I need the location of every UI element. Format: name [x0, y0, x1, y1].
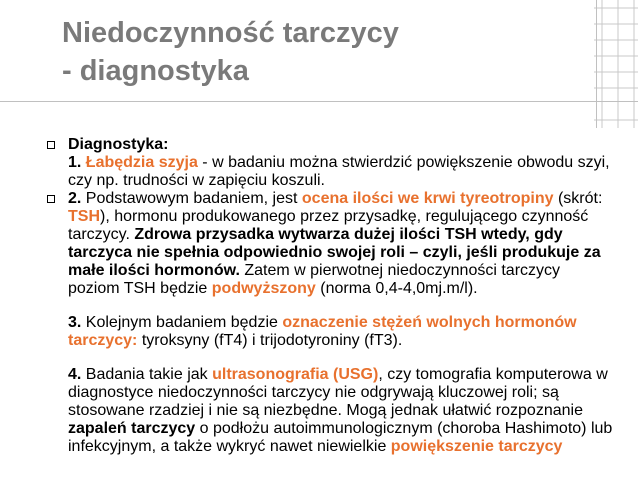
vertical-divider — [596, 0, 597, 128]
title-line-1: Niedoczynność tarczycy — [62, 17, 399, 49]
item-text: ), hormonu produkowanego przez przysadkę, regulującego czynność tarczycy. — [68, 208, 589, 243]
hollow-square-bullet-icon — [47, 195, 55, 203]
highlight-term: ultrasonografia (USG) — [212, 366, 379, 383]
item-number: 4. — [68, 366, 82, 383]
item-number: 2. — [68, 190, 82, 207]
item-heading: Diagnostyka: — [68, 136, 169, 153]
hollow-square-bullet-icon — [47, 141, 55, 149]
item-text: (norma 0,4-4,0mj.m/l). — [315, 280, 478, 297]
highlight-term: oznaczenie stężeń wolnych hormonów tarczycy: — [68, 314, 577, 349]
item-text: - w badaniu można stwierdzić powiększenie obwodu szyi, czy np. trudności w zapięciu koszuli. — [68, 154, 610, 189]
item-text: Podstawowym badaniem, jest — [81, 190, 302, 207]
item-text: tyroksyny (fT4) i trijodotyroniny (fT3). — [137, 332, 403, 349]
item-text: Badania takie jak — [81, 366, 213, 383]
bold-text: Zdrowa przysadka wytwarza dużej ilości TSH wtedy, gdy tarczyca nie spełnia odpowiednio swojej roli – czyli, jeśli produkuje za małe ilości hormonów. — [68, 226, 601, 279]
item-number: 3. — [68, 314, 82, 331]
page-title — [62, 14, 582, 90]
highlight-term: powiększenie tarczycy — [390, 438, 563, 455]
item-text: , czy tomografia komputerowa w diagnostyce niedoczynności tarczycy nie odgrywają kluczowej roli; są stosowane rzadziej i nie są niezbędne. Mogą jednak ułatwić rozpoznanie — [68, 366, 608, 419]
highlight-term: TSH — [68, 208, 100, 225]
title-line-2: - diagnostyka — [62, 55, 249, 87]
highlight-term: ocena ilości we krwi tyreotropiny — [301, 190, 554, 207]
paragraph-4 — [68, 366, 614, 456]
highlight-term: Łabędzia szyja — [85, 154, 198, 171]
corner-grid-decoration — [594, 0, 638, 128]
bold-text: zapaleń tarczycy — [68, 420, 196, 437]
list-item-tsh — [44, 190, 614, 456]
highlight-term: podwyższony — [211, 280, 316, 297]
title-divider — [0, 101, 638, 102]
paragraph-3 — [68, 314, 614, 350]
list-item-diagnostyka — [44, 136, 614, 190]
item-text: Kolejnym badaniem będzie — [81, 314, 283, 331]
item-text: (skrót: — [553, 190, 603, 207]
item-text: o podłożu autoimmunologicznym (choroba Hashimoto) lub infekcyjnym, a także wykryć nawet niewielkie — [68, 420, 613, 455]
item-text: Zatem w pierwotnej niedoczynności tarczycy poziom TSH będzie — [68, 262, 561, 297]
content-list — [44, 136, 614, 456]
item-number: 1. — [68, 154, 82, 171]
